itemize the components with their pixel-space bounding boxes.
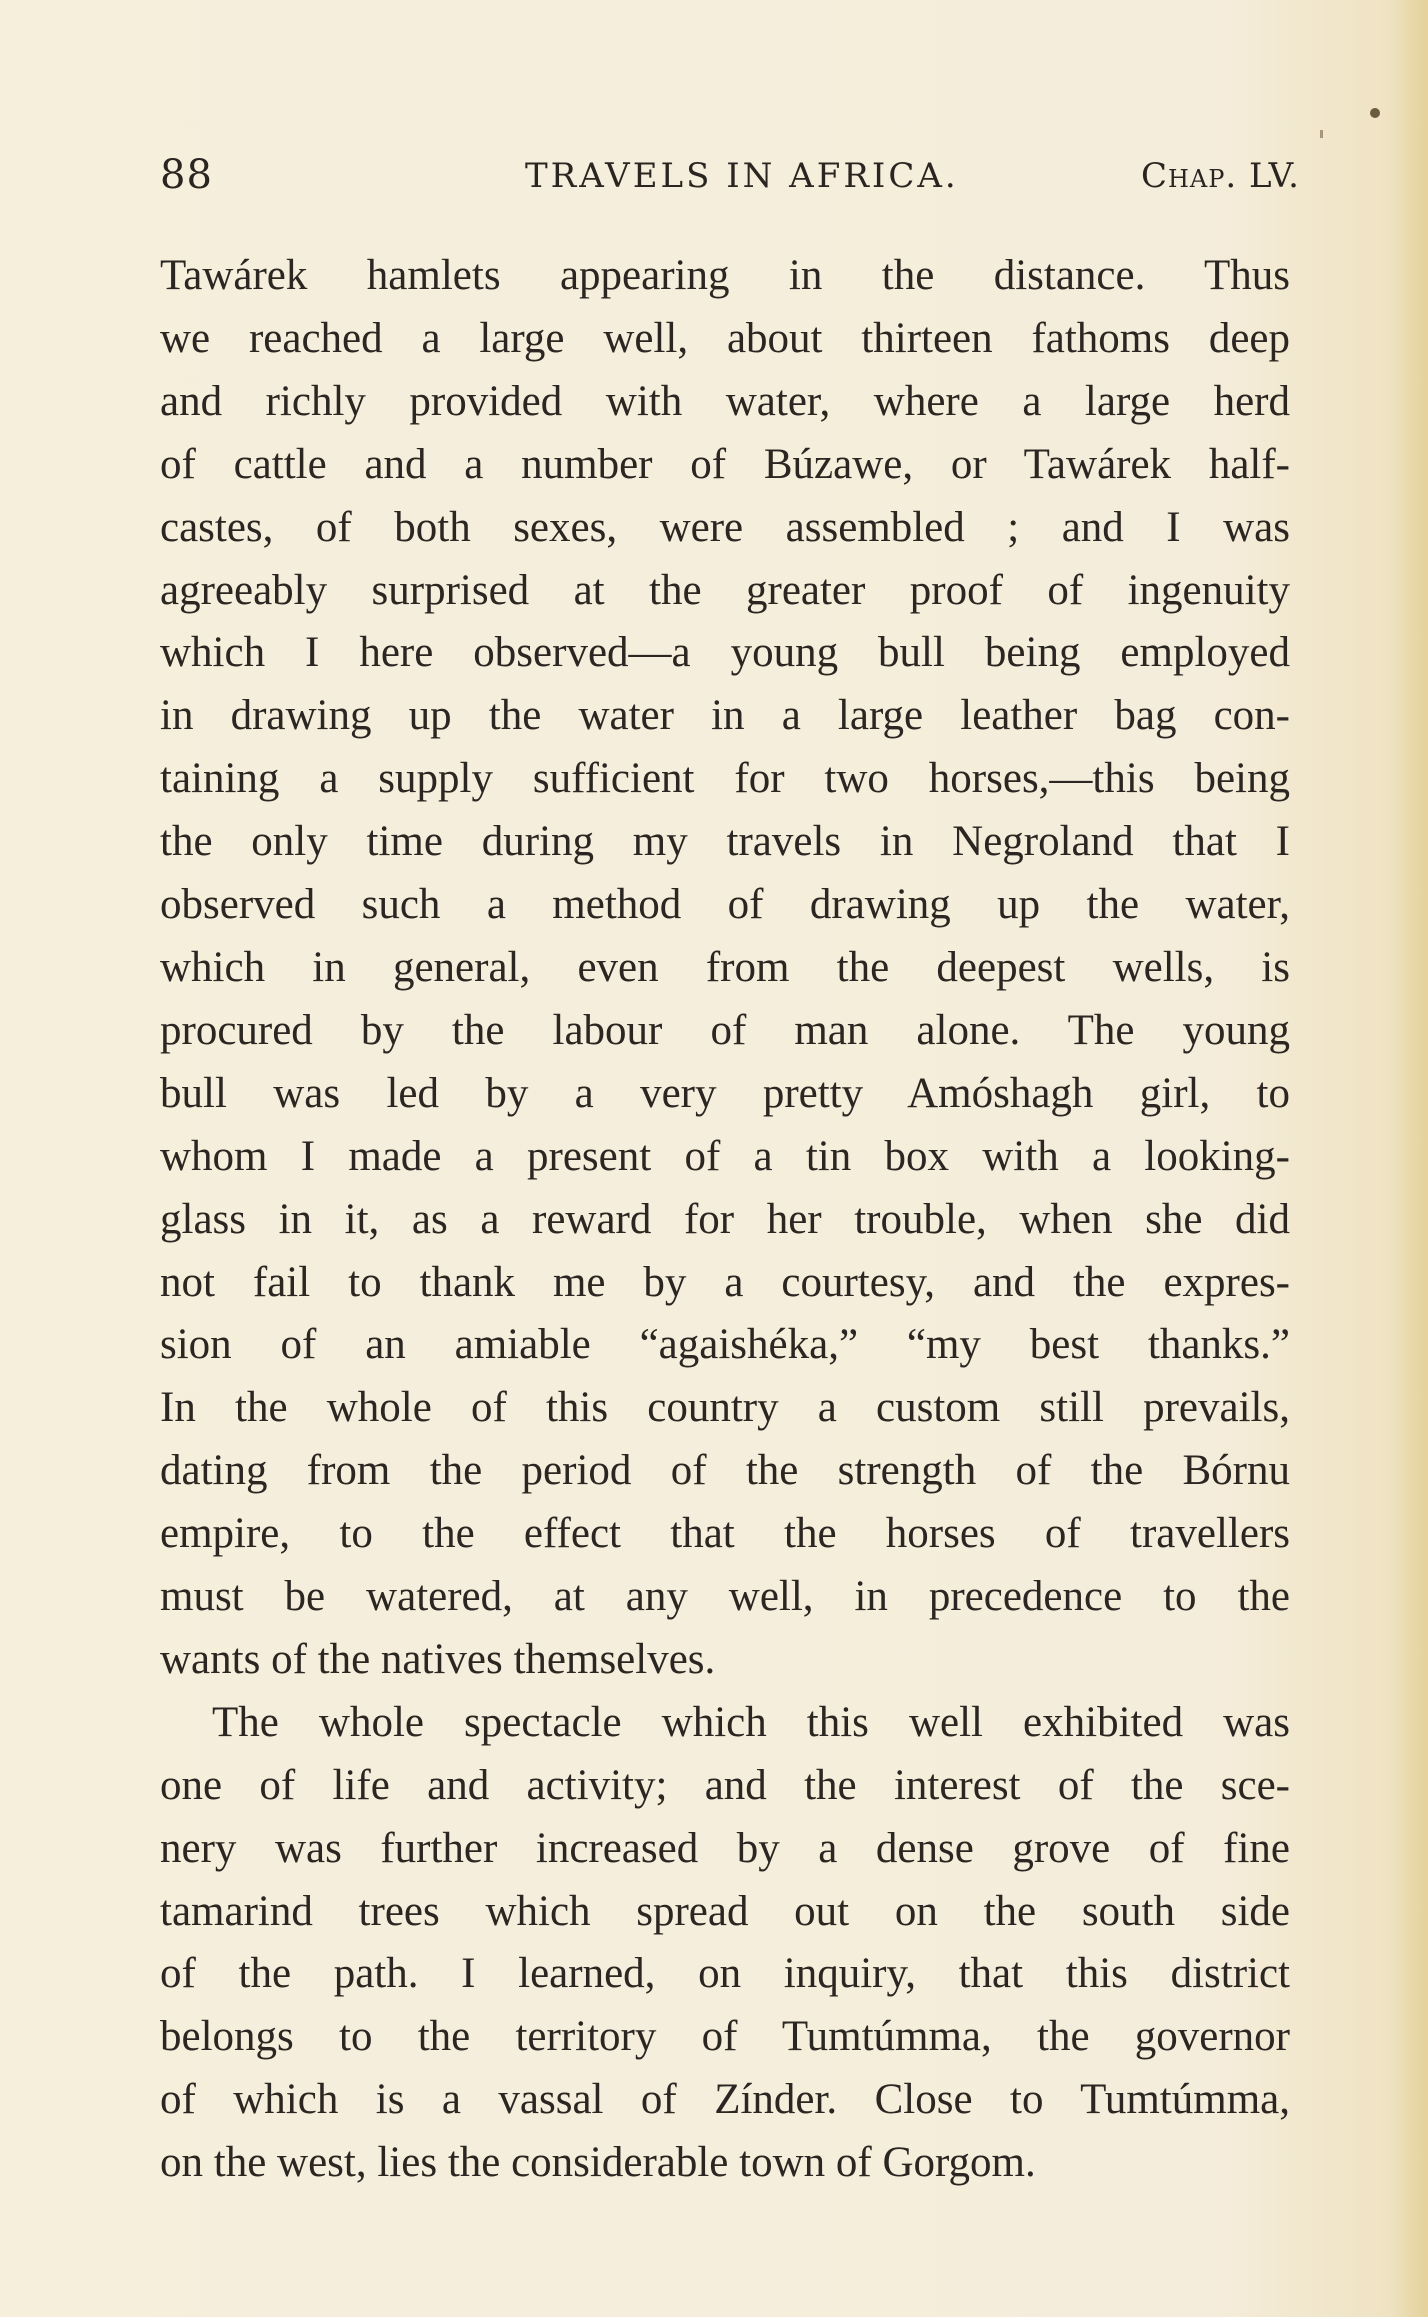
text-line: procured by the labour of man alone. The young [160,1006,1290,1054]
text-line: observed such a method of drawing up the water, [160,881,1290,929]
text-line: castes, of both sexes, were assembled ; and I was [160,503,1290,551]
text-line: and richly provided with water, where a large herd [160,377,1290,425]
text-line: not fail to thank me by a courtesy, and the expres- [160,1258,1290,1306]
text-line: belongs to the territory of Tumtúmma, the governor [160,2013,1290,2061]
paragraph-2 [160,1692,1290,2195]
text-line: on the west, lies the considerable town of Gorgom. [160,2139,1036,2187]
ink-mark [1320,130,1323,138]
text-line: which I here observed—a young bull being employed [160,629,1290,677]
text-line: the only time during my travels in Negroland that I [160,818,1290,866]
text-line: bull was led by a very pretty Amóshagh girl, to [160,1069,1290,1117]
page-edge-shading [1394,0,1428,2317]
text-line: which in general, even from the deepest wells, is [160,943,1290,991]
ink-speck [1370,108,1380,118]
text-line: whom I made a present of a tin box with a looking- [160,1132,1290,1180]
text-line: wants of the natives themselves. [160,1635,716,1683]
text-line: must be watered, at any well, in precedence to the [160,1573,1290,1621]
text-line: glass in it, as a reward for her trouble, when she did [160,1195,1290,1243]
text-line: of which is a vassal of Zínder. Close to Tumtúmma, [160,2076,1290,2124]
text-line: The whole spectacle which this well exhibited was [212,1698,1290,1746]
text-line: tamarind trees which spread out on the south side [160,1887,1290,1935]
body-text [160,245,1290,2195]
text-line: one of life and activity; and the interest of the sce- [160,1761,1290,1809]
text-line: Tawárek hamlets appearing in the distance. Thus [160,252,1290,299]
text-line: agreeably surprised at the greater proof of ingenuity [160,566,1290,614]
running-title: TRAVELS IN AFRICA. [525,156,959,196]
page-number: 88 [160,152,213,198]
paragraph-1 [160,245,1290,1692]
text-line: of the path. I learned, on inquiry, that this district [160,1950,1290,1998]
text-line: sion of an amiable “agaishéka,” “my best thanks.” [160,1321,1290,1369]
text-line: of cattle and a number of Búzawe, or Tawárek half- [160,440,1290,488]
text-line: dating from the period of the strength of the Bórnu [160,1447,1290,1495]
text-line: nery was further increased by a dense grove of fine [160,1824,1290,1872]
chapter-label: Chap. LV. [1140,156,1300,196]
text-line: In the whole of this country a custom still prevails, [160,1384,1290,1432]
running-header [160,152,1300,212]
text-line: taining a supply sufficient for two horses,—this being [160,755,1290,803]
text-line: we reached a large well, about thirteen fathoms deep [160,314,1290,362]
text-line: in drawing up the water in a large leather bag con- [160,692,1290,740]
text-line: empire, to the effect that the horses of travellers [160,1510,1290,1558]
